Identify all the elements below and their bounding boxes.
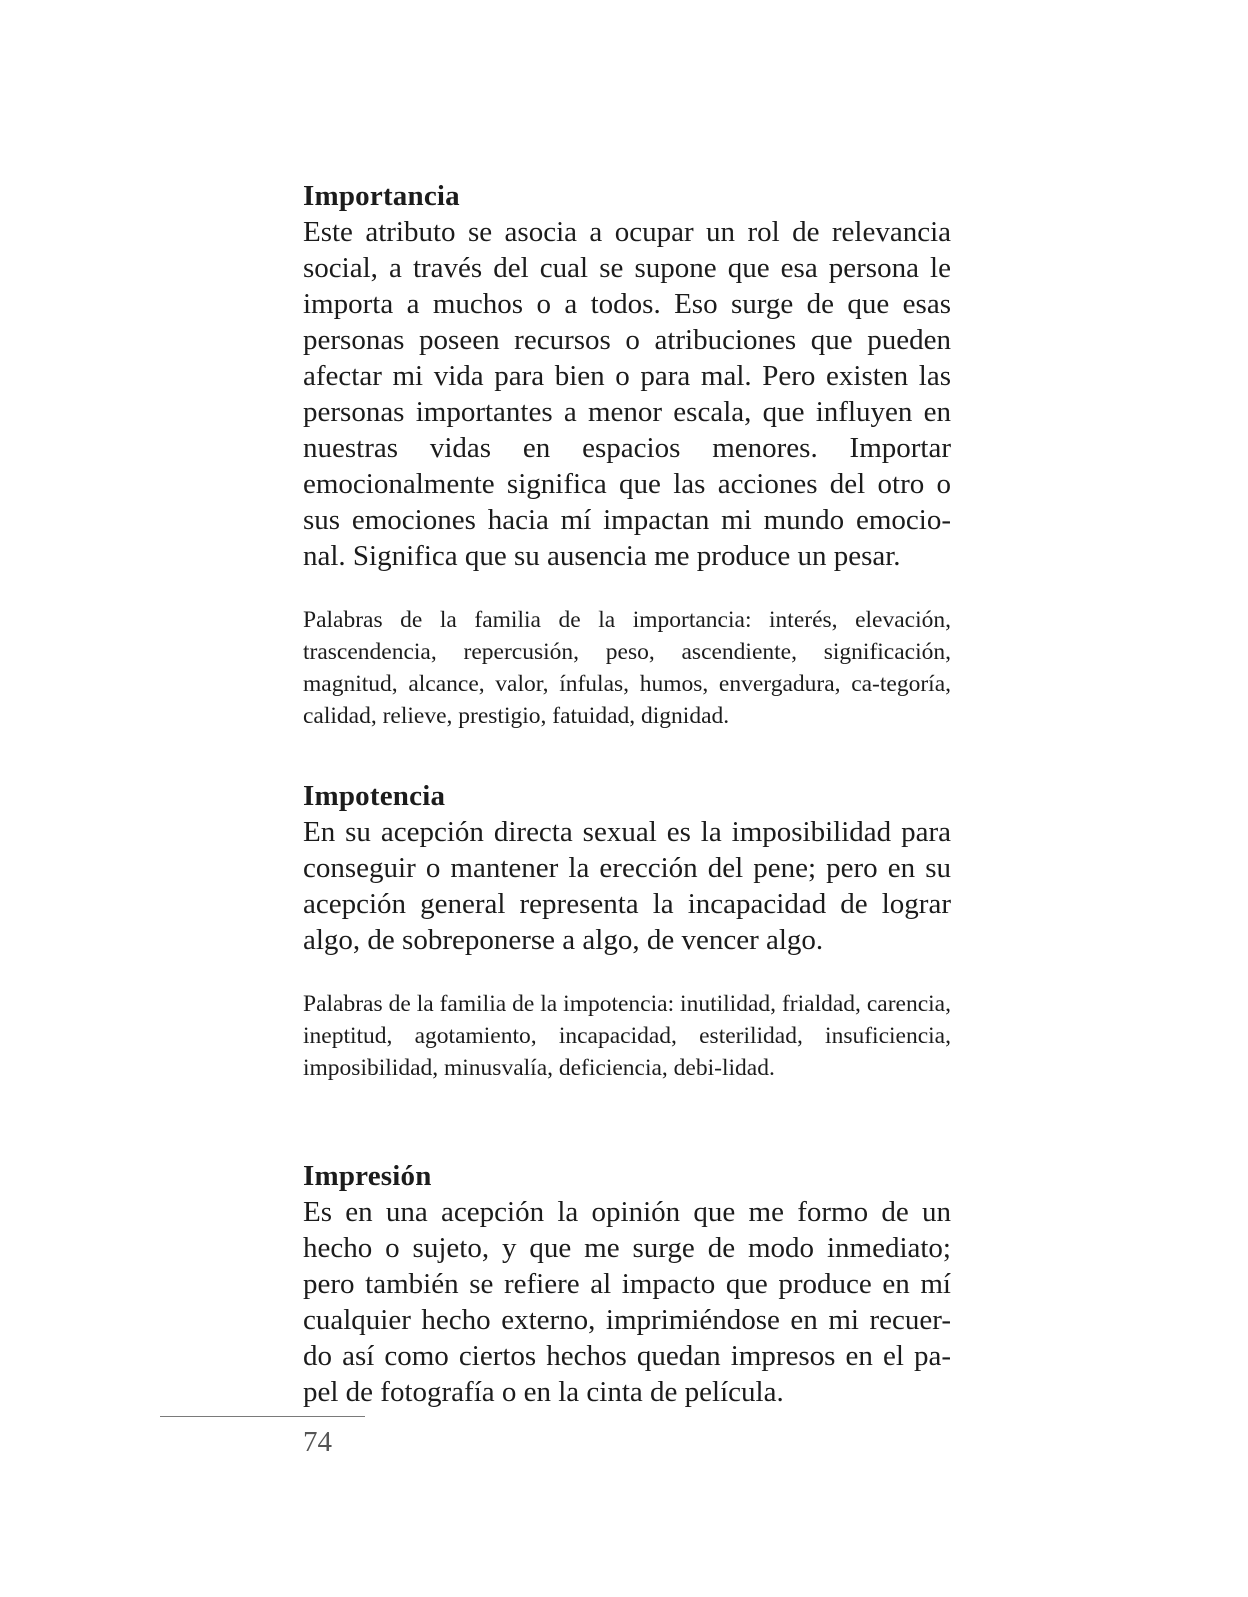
word-family-paragraph: Palabras de la familia de la importancia: interés, elevación, trascendencia, repercusión, peso, ascendiente, significación, magnitud, alcance, valor, ínfulas, humos, envergadura, ca-tegoría, calidad, relieve, prestigio, fatuidad, dignidad.: [303, 607, 951, 729]
entry-impotencia: [303, 778, 951, 1084]
entry-body: Es en una acepción la opinión que me formo de un hecho o sujeto, y que me surge de modo inmediato; pero también se refiere al impacto que produce en mí cualquier hecho externo, imprimiéndose en mi recuer-do así como ciertos hechos quedan impresos en el pa-pel de fotografía o en la cinta de película.: [303, 1196, 951, 1408]
entry-body: En su acepción directa sexual es la imposibilidad para conseguir o mantener la erección del pene; pero en su acepción general representa la incapacidad de lograr algo, de sobreponerse a algo, de vencer algo.: [303, 816, 951, 956]
entry-title: Importancia: [303, 180, 460, 212]
entry-impresion: [303, 1158, 951, 1410]
entry-title: Impotencia: [303, 780, 446, 812]
entry-title: Impresión: [303, 1160, 432, 1192]
entry-body: Este atributo se asocia a ocupar un rol de relevancia social, a través del cual se supone que esa persona le importa a muchos o a todos. Eso surge de que esas personas poseen recursos o atribuciones que pueden afectar mi vida para bien o para mal. Pero existen las personas importantes a menor escala, que influyen en nuestras vidas en espacios menores. Importar emocionalmente significa que las acciones del otro o sus emociones hacia mí impactan mi mundo emocio-nal. Significa que su ausencia me produce un pesar.: [303, 216, 951, 572]
entry-importancia: [303, 178, 951, 732]
word-family-paragraph: Palabras de la familia de la impotencia: inutilidad, frialdad, carencia, ineptitud, agotamiento, incapacidad, esterilidad, insuficiencia, imposibilidad, minusvalía, deficiencia, debi-lidad.: [303, 991, 951, 1081]
page-number: 74: [303, 1426, 332, 1458]
footer-rule: [160, 1416, 365, 1417]
